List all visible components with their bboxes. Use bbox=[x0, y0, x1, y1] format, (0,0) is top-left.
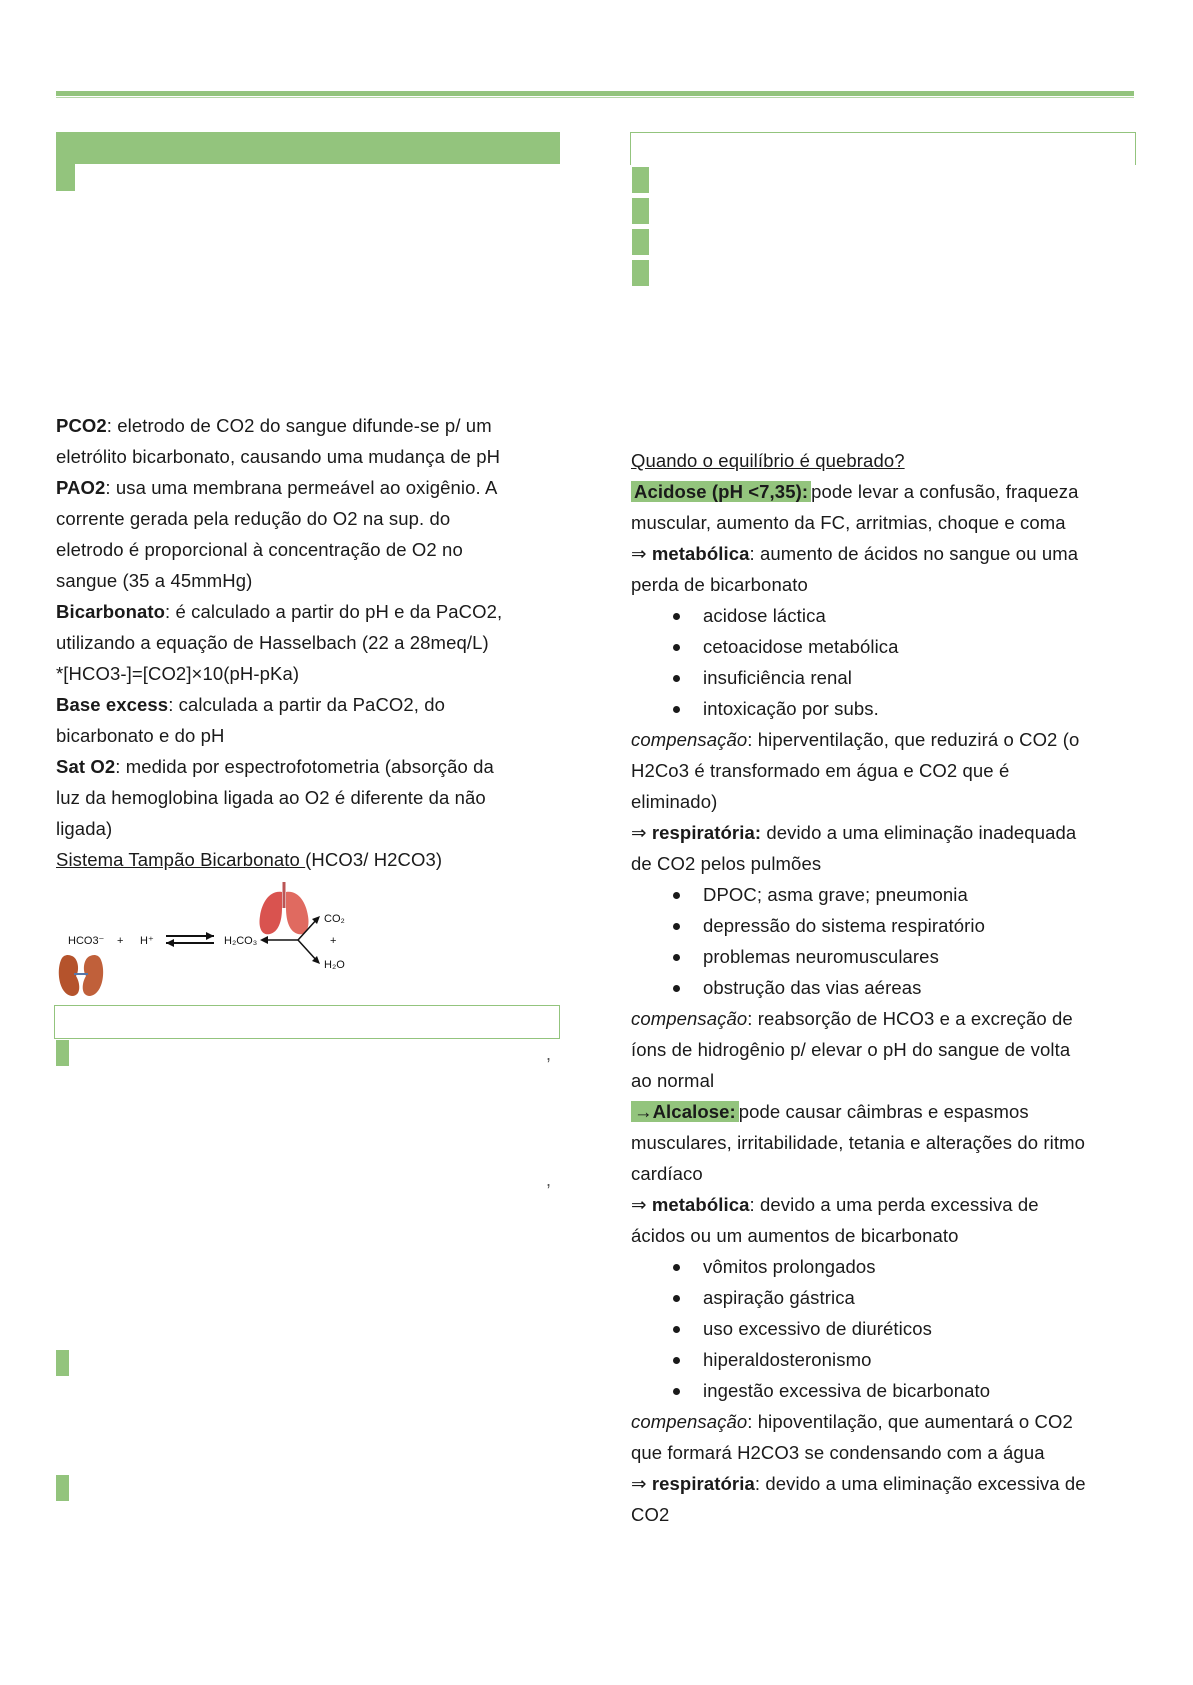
stray-comma-2: , bbox=[546, 1170, 552, 1190]
left-lower-marker-2 bbox=[56, 1350, 69, 1376]
alcalose-highlight: →Alcalose: bbox=[631, 1101, 739, 1122]
lungs-icon bbox=[259, 882, 308, 934]
alcalose-line-3: cardíaco bbox=[631, 1163, 703, 1184]
bicarbonato-line-1: Bicarbonato: é calculado a partir do pH e da PaCO2, bbox=[56, 601, 503, 622]
list-item: uso excessivo de diuréticos bbox=[631, 1313, 1151, 1344]
left-column-text bbox=[56, 410, 576, 875]
hco3-label: HCO3⁻ bbox=[68, 935, 105, 947]
pco2-line-2: eletrólito bicarbonato, causando uma mudança de pH bbox=[56, 446, 501, 467]
pao2-line-4: sangue (35 a 45mmHg) bbox=[56, 570, 253, 591]
hydrogen-label: H⁺ bbox=[140, 935, 154, 947]
acidose-line-2: muscular, aumento da FC, arritmias, choque e coma bbox=[631, 512, 1066, 533]
right-marker-3 bbox=[632, 229, 649, 255]
h2o-label: H₂O bbox=[324, 959, 345, 971]
alc-met-comp-line-1: compensação: hipoventilação, que aumentará o CO2 bbox=[631, 1411, 1073, 1432]
acid-resp-comp-line-1: compensação: reabsorção de HCO3 e a excreção de bbox=[631, 1008, 1073, 1029]
right-marker-2 bbox=[632, 198, 649, 224]
acid-resp-comp-line-3: ao normal bbox=[631, 1070, 715, 1091]
list-item: DPOC; asma grave; pneumonia bbox=[631, 879, 1151, 910]
acid-met-comp-line-2: H2Co3 é transformado em água e CO2 que é bbox=[631, 760, 1010, 781]
left-lower-marker-1 bbox=[56, 1040, 69, 1066]
left-heading-bar bbox=[56, 132, 560, 164]
sat-o2-line-1: Sat O2: medida por espectrofotometria (absorção da bbox=[56, 756, 494, 777]
list-item: ingestão excessiva de bicarbonato bbox=[631, 1375, 1151, 1406]
pao2-line-2: corrente gerada pela redução do O2 na sup. do bbox=[56, 508, 451, 529]
alc-resp-line-2: CO2 bbox=[631, 1504, 670, 1525]
pao2-line-1: PAO2: usa uma membrana permeável ao oxigênio. A bbox=[56, 477, 498, 498]
stray-comma-1: , bbox=[546, 1044, 552, 1064]
pco2-line-1: PCO2: eletrodo de CO2 do sangue difunde-se p/ um bbox=[56, 415, 492, 436]
sat-o2-line-3: ligada) bbox=[56, 818, 113, 839]
equilibrium-arrows bbox=[166, 932, 214, 947]
list-item: cetoacidose metabólica bbox=[631, 631, 1151, 662]
alcalose-line-2: musculares, irritabilidade, tetania e alterações do ritmo bbox=[631, 1132, 1086, 1153]
right-marker-1 bbox=[632, 167, 649, 193]
acidose-line-1: Acidose (pH <7,35): pode levar a confusão, fraqueza bbox=[631, 476, 1151, 507]
list-item: vômitos prolongados bbox=[631, 1251, 1151, 1282]
acid-met-line-2: perda de bicarbonato bbox=[631, 574, 808, 595]
list-item: intoxicação por subs. bbox=[631, 693, 1151, 724]
buffer-system-diagram bbox=[56, 878, 376, 1000]
right-marker-4 bbox=[632, 260, 649, 286]
plus-label: + bbox=[117, 935, 124, 947]
header-rule-shadow bbox=[56, 97, 1134, 98]
question-line: Quando o equilíbrio é quebrado? bbox=[631, 450, 905, 471]
left-lower-marker-3 bbox=[56, 1475, 69, 1501]
plus2-label: + bbox=[330, 935, 337, 947]
alcalose-line-1: →Alcalose: pode causar câimbras e espasmos bbox=[631, 1096, 1151, 1127]
right-heading-box bbox=[630, 132, 1136, 165]
left-heading-marker bbox=[56, 164, 75, 191]
bicarbonato-line-2: utilizando a equação de Hasselbach (22 a 28meq/L) bbox=[56, 632, 489, 653]
alc-met-comp-line-2: que formará H2CO3 se condensando com a água bbox=[631, 1442, 1045, 1463]
acid-resp-line-2: de CO2 pelos pulmões bbox=[631, 853, 822, 874]
alc-met-line-2: ácidos ou um aumentos de bicarbonato bbox=[631, 1225, 959, 1246]
alc-met-line-1: ⇒ metabólica: devido a uma perda excessiva de bbox=[631, 1194, 1039, 1215]
list-item: depressão do sistema respiratório bbox=[631, 910, 1151, 941]
base-excess-line-2: bicarbonato e do pH bbox=[56, 725, 225, 746]
acid-met-comp-line-1: compensação: hiperventilação, que reduzirá o CO2 (o bbox=[631, 729, 1080, 750]
list-item: problemas neuromusculares bbox=[631, 941, 1151, 972]
acidose-highlight: Acidose (pH <7,35): bbox=[631, 481, 811, 502]
list-item: obstrução das vias aéreas bbox=[631, 972, 1151, 1003]
list-item: aspiração gástrica bbox=[631, 1282, 1151, 1313]
base-excess-line-1: Base excess: calculada a partir da PaCO2, do bbox=[56, 694, 446, 715]
header-rule bbox=[56, 91, 1134, 96]
bicarbonato-line-3: *[HCO3-]=[CO2]×10(pH-pKa) bbox=[56, 663, 300, 684]
acid-resp-line-1: ⇒ respiratória: devido a uma eliminação inadequada bbox=[631, 822, 1077, 843]
list-item: hiperaldosteronismo bbox=[631, 1344, 1151, 1375]
pao2-line-3: eletrodo é proporcional à concentração de O2 no bbox=[56, 539, 463, 560]
h2co3-label: H₂CO₃ bbox=[224, 935, 258, 947]
kidneys-icon bbox=[59, 955, 103, 996]
alc-resp-line-1: ⇒ respiratória: devido a uma eliminação excessiva de bbox=[631, 1473, 1086, 1494]
acid-resp-comp-line-2: íons de hidrogênio p/ elevar o pH do sangue de volta bbox=[631, 1039, 1071, 1060]
co2-label: CO₂ bbox=[324, 913, 345, 925]
acid-met-comp-line-3: eliminado) bbox=[631, 791, 718, 812]
right-column-text bbox=[631, 445, 1151, 1530]
left-lower-heading-box bbox=[54, 1005, 560, 1039]
list-item: insuficiência renal bbox=[631, 662, 1151, 693]
acid-met-line-1: ⇒ metabólica: aumento de ácidos no sangue ou uma bbox=[631, 543, 1079, 564]
sistema-tampao-line: Sistema Tampão Bicarbonato (HCO3/ H2CO3) bbox=[56, 849, 443, 870]
sat-o2-line-2: luz da hemoglobina ligada ao O2 é diferente da não bbox=[56, 787, 486, 808]
list-item: acidose láctica bbox=[631, 600, 1151, 631]
